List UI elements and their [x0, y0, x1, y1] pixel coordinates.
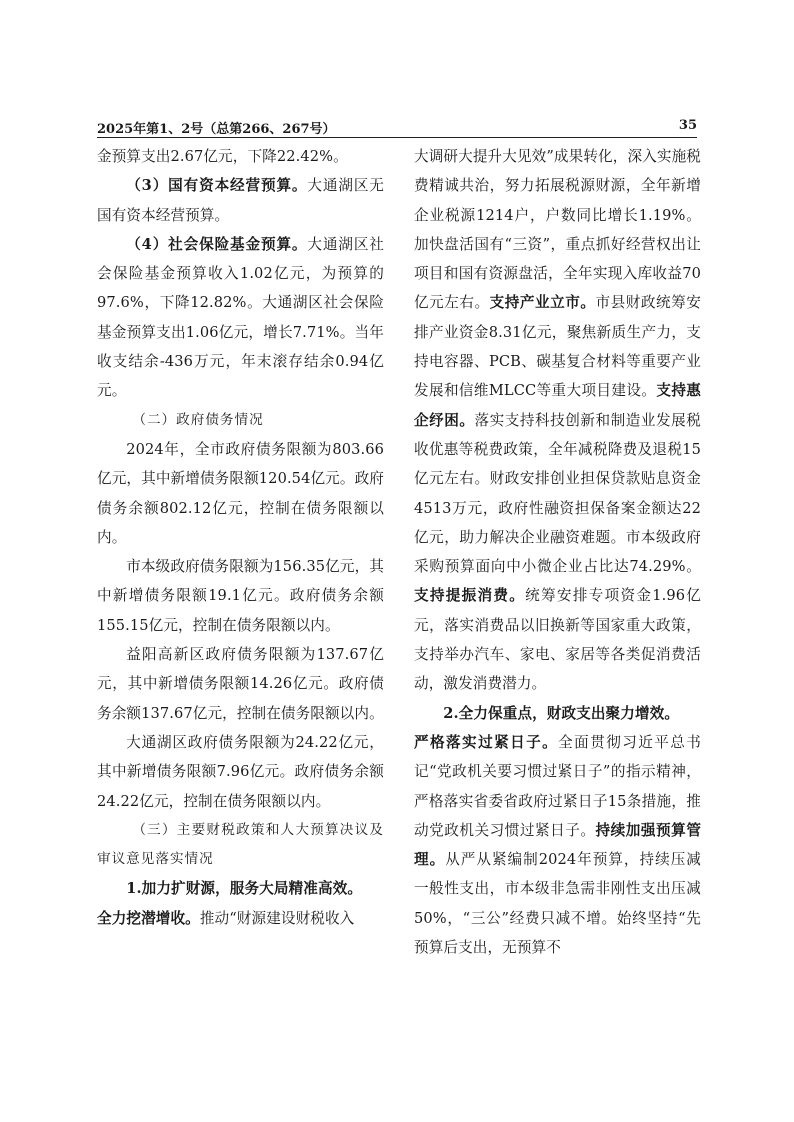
- paragraph-heading: 全力挖潜增收。: [97, 909, 200, 927]
- paragraph-text: 从严从紧编制2024年预算，持续压减一般性支出，市本级非急需非刚性支出压减50%，“三公”经费只减不增。始终坚持“先预算后支出，无预算不: [414, 851, 701, 957]
- paragraph: [97, 904, 384, 933]
- paragraph-text: 市县财政统筹安排产业资金8.31亿元，聚焦新质生产力，支持电容器、PCB、碳基复合材料等重要产业发展和信维MLCC等重大项目建设。: [414, 294, 701, 400]
- paragraph: [97, 171, 384, 230]
- numbered-heading: 1.加力扩财源，服务大局精准高效。: [126, 880, 363, 898]
- header-rule: [97, 137, 697, 138]
- paragraph: 市本级政府债务限额为156.35亿元，其中新增债务限额19.1亿元。政府债务余额155.15亿元，控制在债务限额以内。: [97, 558, 384, 634]
- paragraph-heading: （3）国有资本经营预算。: [126, 177, 308, 195]
- page-number: 35: [678, 118, 697, 133]
- paragraph-heading: 支持提振消费。: [414, 587, 526, 605]
- paragraph: [97, 230, 384, 406]
- section-title: （三）主要财税政策和人大预算决议及审议意见落实情况: [97, 821, 384, 868]
- numbered-heading: 2.全力保重点，财政支出聚力增效。: [443, 704, 680, 722]
- paragraph: 金预算支出2.67亿元，下降22.42%。: [97, 148, 348, 165]
- paragraph: 益阳高新区政府债务限额为137.67亿元，其中新增债务限额14.26亿元。政府债务余额137.67亿元，控制在债务限额以内。: [97, 646, 384, 722]
- paragraph: 大通湖区政府债务限额为24.22亿元，其中新增债务限额7.96亿元。政府债务余额24.22亿元，控制在债务限额以内。: [97, 733, 384, 810]
- paragraph-text: 统筹安排专项资金1.96亿元，落实消费品以旧换新等国家重大政策，支持举办汽车、家电、家居等各类促消费活动，激发消费潜力。: [414, 587, 701, 693]
- left-column: [97, 142, 384, 933]
- paragraph-heading: 支持产业立市。: [489, 294, 596, 312]
- paragraph-text: 大通湖区无国有资本经营预算。: [97, 177, 384, 224]
- paragraph-text: 落实支持科技创新和制造业发展税收优惠等税费政策，全年减税降费及退税15亿元左右。财政安排创业担保贷款贴息资金4513万元，政府性融资担保备案金额达22亿元，助力解决企业融资难题。市本级政府采购预算面向中小微企业占比达74.29%。: [414, 411, 701, 576]
- page-header: [97, 118, 697, 138]
- paragraph: [414, 142, 701, 699]
- paragraph-heading: 支持惠企纾困。: [414, 382, 701, 429]
- paragraph-text: 大调研大提升大见效”成果转化，深入实施税费精诚共治，努力拓展税源财源，全年新增企业税源1214户，户数同比增长1.19%。加快盘活国有“三资”，重点抓好经营权出让项目和国有资源盘活，全年实现入库收益70亿元左右。: [414, 148, 701, 312]
- issue-label: 2025年第1、2号（总第266、267号）: [97, 122, 336, 137]
- paragraph: [414, 728, 701, 962]
- paragraph: 2024年，全市政府债务限额为803.66亿元，其中新增债务限额120.54亿元。政府债务余额802.12亿元，控制在债务限额以内。: [97, 440, 384, 546]
- paragraph-heading: 严格落实过紧日子。: [414, 733, 559, 751]
- paragraph-heading: 持续加强预算管理。: [414, 821, 702, 869]
- paragraph-heading: （4）社会保险基金预算。: [126, 235, 308, 253]
- section-title: （二）政府债务情况: [132, 411, 264, 428]
- right-column: [414, 142, 701, 962]
- paragraph-text: 全面贯彻习近平总书记“党政机关要习惯过紧日子”的指示精神，严格落实省委省政府过紧日子15条措施，推动党政机关习惯过紧日子。: [414, 733, 701, 839]
- paragraph-text: 大通湖区社会保险基金预算收入1.02亿元，为预算的97.6%，下降12.82%。大通湖区社会保险基金预算支出1.06亿元，增长7.71%。当年收支结余-436万元，年末滚存结余0.94亿元。: [97, 235, 384, 400]
- paragraph-text: 推动“财源建设财税收入: [199, 909, 355, 927]
